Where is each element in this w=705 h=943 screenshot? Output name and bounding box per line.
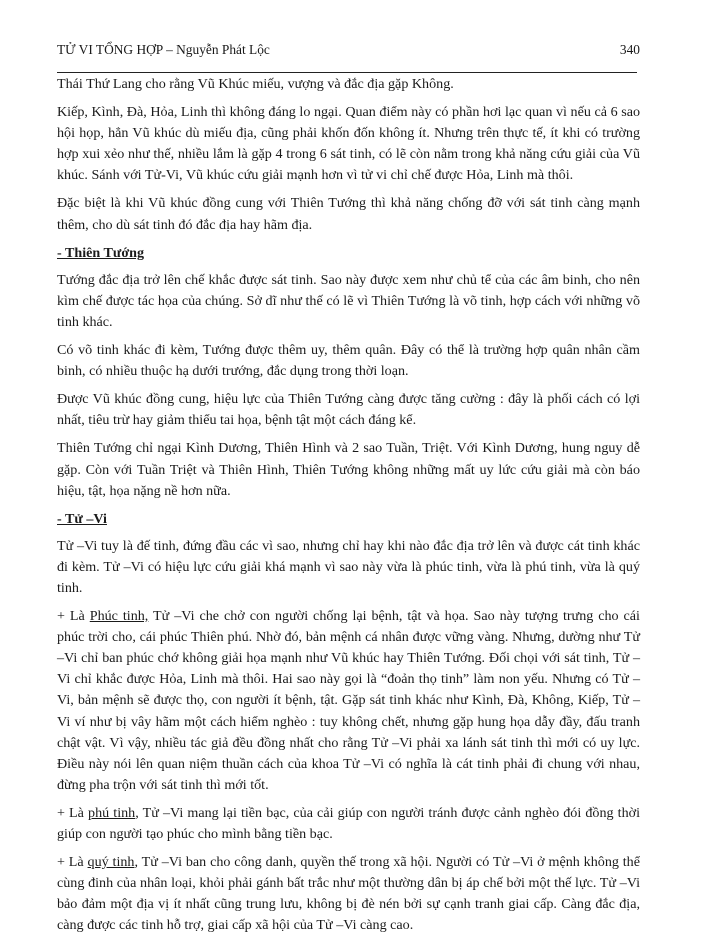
list-item-phuc-tinh xyxy=(57,606,640,796)
list-item-quy-tinh xyxy=(57,852,640,936)
page-body xyxy=(57,74,640,943)
item-prefix: + Là xyxy=(57,608,90,625)
item-text: Tử –Vi che chở con người chống lại bệnh, tật và họa. Sao này tượng trưng cho cái phúc trời cho, cái phúc Thiên phú. Nhờ đó, bản mệnh cá nhân được vững vàng. Nhưng, dường như Tử –Vi chỉ ban phúc chớ không giải họa mạnh như Vũ khúc hay Thiên Tướng. Đối chọi với sát tinh, Tử –Vi chỉ khắc được Hỏa, Linh mà thôi. Hai sao này gọi là “đoản thọ tinh” làm non yếu. Nhưng có Tử –Vi, bản mệnh sẽ được thọ, con người ít bệnh, tật. Gặp sát tinh khác như Kình, Đà, Không, Kiếp, Tử –Vi ví như bị vây hãm một cách hiểm nghèo : tuy không chết, nhưng gặp hung họa dẫy đầy, đấu tranh chật vật. Vì vậy, nhiều tác giả đều đồng nhất cho rằng Tử –Vi phải xa lánh sát tinh thì mới có uy lực. Điều này nói lên quan niệm thuần cách của khoa Tử –Vi có nghĩa là cát tinh phải đi chung với nhau, đừng pha trộn với sát tinh thì mới tốt. xyxy=(57,608,640,793)
paragraph: Thiên Tướng chỉ ngại Kình Dương, Thiên Hình và 2 sao Tuần, Triệt. Với Kình Dương, hung nguy dễ gặp. Còn với Tuần Triệt và Thiên Hình, Thiên Tướng không những mất uy lức cứu giải mà còn báo hiệu, tật, họa nặng nề hơn nữa. xyxy=(57,440,640,499)
item-term: Phúc tinh, xyxy=(89,608,149,625)
item-prefix: + Là xyxy=(57,854,88,871)
page-header xyxy=(57,42,640,62)
paragraph: Kiếp, Kình, Đà, Hỏa, Linh thì không đáng lo ngại. Quan điểm này có phần hơi lạc quan vì nếu cả 6 sao hội họp, hẳn Vũ khúc dù miếu địa, cũng phải khốn đốn không ít. Nhưng trên thực tế, ít khi có trường hợp xui xẻo như thế, nhiều lắm là gặp 4 trong 6 sát tinh, có lẽ còn nằm trong khả năng cứu giải của Vũ khúc. Sánh với Tử-Vi, Vũ khúc cứu giải mạnh hơn vì tử vi chỉ chế được Hỏa, Linh mà thôi. xyxy=(57,104,640,184)
section-heading-tu-vi: - Tử –Vi xyxy=(57,510,107,527)
paragraph: Thái Thứ Lang cho rằng Vũ Khúc miếu, vượng và đắc địa gặp Không. xyxy=(57,76,454,92)
paragraph: Đặc biệt là khi Vũ khúc đồng cung với Thiên Tướng thì khả năng chống đỡ với sát tinh càng mạnh thêm, cho dù sát tinh đó đắc địa hay hãm địa. xyxy=(57,195,640,233)
list-item-phu-tinh xyxy=(57,803,640,845)
section-heading-thien-tuong: - Thiên Tướng xyxy=(57,244,145,261)
item-term: quý tinh xyxy=(87,854,135,871)
paragraph: Có võ tinh khác đi kèm, Tướng được thêm uy, thêm quân. Đây có thể là trường hợp quân nhân cầm binh, có nhiều thuộc hạ dưới trướng, đắc dụng trong thời loạn. xyxy=(57,342,640,380)
paragraph: Tử –Vi tuy là đế tinh, đứng đầu các vì sao, nhưng chỉ hay khi nào đắc địa trở lên và được cát tinh khác đi kèm. Tử –Vi có hiệu lực cứu giải khá mạnh vì sao này vừa là phúc tinh, vừa là phú tinh, vừa là quý tinh. xyxy=(57,537,640,596)
header-divider xyxy=(57,72,637,73)
item-text: , Tử –Vi mang lại tiền bạc, của cải giúp con người tránh được cảnh nghèo đói đồng thời giúp con người tạo phúc cho mình bằng tiền bạc. xyxy=(57,804,640,842)
book-title: TỬ VI TỔNG HỢP – Nguyễn Phát Lộc xyxy=(57,42,270,57)
item-term: phú tinh xyxy=(88,804,136,821)
item-prefix: + Là xyxy=(57,804,89,821)
item-text: , Tử –Vi ban cho công danh, quyền thế trong xã hội. Người có Tử –Vi ở mệnh không thể cùng đinh của nhân loại, khỏi phải gánh bất trắc như một thường dân bị áp chế bởi một thế lực. Tử –Vi bảo đảm một địa vị ít nhất cũng trung lưu, không bị đè nén bởi sự cạnh tranh giai cấp. Càng đắc địa, càng được các tinh hỗ trợ, giai cấp xã hội của Tử –Vi càng cao. xyxy=(57,854,640,934)
page-number: 340 xyxy=(619,42,640,57)
paragraph: Tướng đắc địa trở lên chế khắc được sát tinh. Sao này được xem như chủ tể của các âm binh, cho nên kìm chế được tác họa của chúng. Sở dĩ như thế có lẽ vì Thiên Tướng là võ tinh, hợp cách với những võ tinh khác. xyxy=(57,271,640,330)
paragraph: Được Vũ khúc đồng cung, hiệu lực của Thiên Tướng càng được tăng cường : đây là phối cách có lợi nhất, tiêu trừ hay giảm thiểu tai họa, bệnh tật một cách đáng kể. xyxy=(57,391,640,429)
